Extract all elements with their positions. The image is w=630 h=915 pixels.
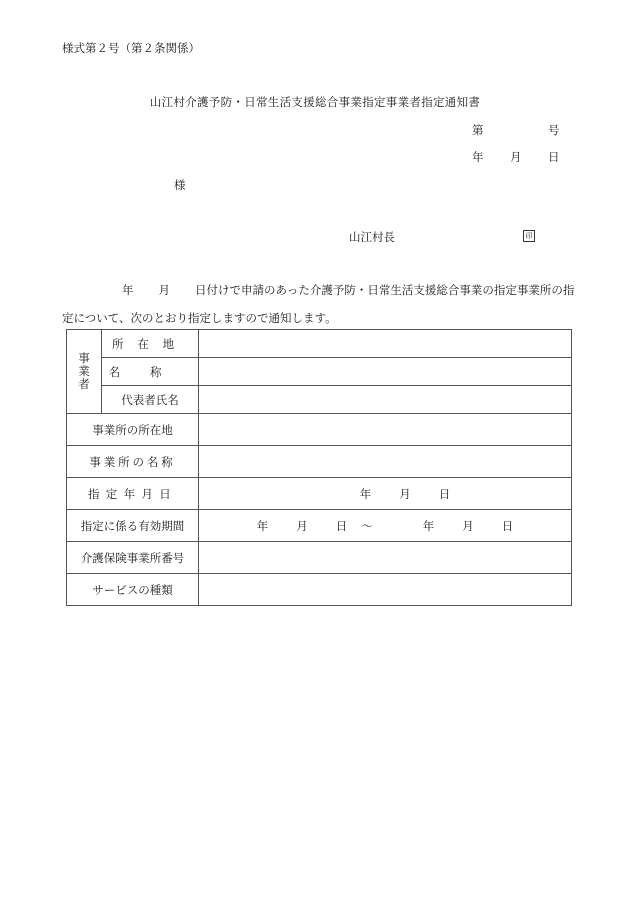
body-text: 日付けで申請のあった介護予防・日常生活支援総合事業の指定事業所の指定について、次のとおり指定しますので通知します。 [62,283,575,325]
validity-to-year: 年 [422,518,435,533]
validity-from-month: 月 [296,518,308,533]
reference-number-prefix: 第 [472,123,484,137]
office-address-label: 事業所の所在地 [67,414,199,446]
operator-group-label [67,330,102,414]
operator-name-field[interactable] [199,358,572,386]
validity-from-day: 日 [335,518,348,533]
form-number: 様式第２号（第２条関係） [62,41,200,55]
validity-from-year: 年 [256,518,269,533]
table-row [67,542,572,574]
office-name-field[interactable] [199,446,572,478]
designation-date-label: 指定年月日 [67,478,199,510]
reference-number-suffix: 号 [548,123,560,137]
issue-date-day: 日 [548,150,560,164]
designation-month: 月 [399,486,411,501]
validity-to-day: 日 [501,518,514,533]
table-row [67,446,572,478]
table-row [67,574,572,606]
designation-day: 日 [438,486,451,501]
issuer-title: 山江村長 [349,230,395,244]
document-title: 山江村介護予防・日常生活支援総合事業指定事業者指定通知書 [149,95,481,109]
table-row [67,330,572,358]
body-month: 月 [158,283,170,297]
table-row [67,414,572,446]
validity-period-field[interactable] [199,510,572,542]
designation-table [66,329,572,606]
service-type-label: サービスの種類 [67,574,199,606]
operator-name-label: 名称 [102,358,199,386]
issue-date-year: 年 [472,150,484,164]
addressee-honorific: 様 [174,178,186,192]
office-address-field[interactable] [199,414,572,446]
table-row [67,386,572,414]
insurance-number-label: 介護保険事業所番号 [67,542,199,574]
table-row [67,358,572,386]
representative-field[interactable] [199,386,572,414]
validity-tilde: ～ [361,518,373,533]
issue-date-month: 月 [510,150,522,164]
body-year: 年 [122,283,134,297]
table-row [67,478,572,510]
operator-char-2: 業 [78,364,90,378]
validity-period-label: 指定に係る有効期間 [67,510,199,542]
insurance-number-field[interactable] [199,542,572,574]
operator-address-field[interactable] [199,330,572,358]
operator-address-label: 所在地 [102,330,199,358]
table-row [67,510,572,542]
designation-date-field[interactable] [199,478,572,510]
operator-char-3: 者 [78,377,90,391]
office-name-label: 事業所の名称 [67,446,199,478]
operator-char-1: 事 [78,351,90,365]
representative-label: 代表者氏名 [102,386,199,414]
seal-mark: 印 [523,230,535,242]
service-type-field[interactable] [199,574,572,606]
validity-to-month: 月 [462,518,474,533]
designation-year: 年 [359,486,372,501]
notice-body [62,276,577,332]
